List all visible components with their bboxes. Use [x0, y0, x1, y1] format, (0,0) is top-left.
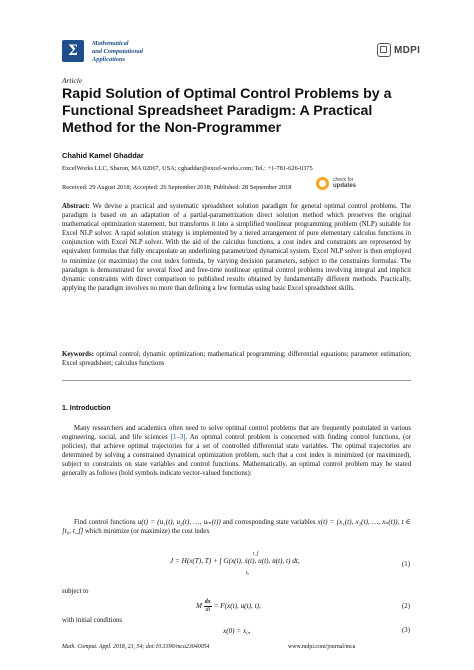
equation-2-left: M — [196, 602, 202, 611]
intro-paragraph — [62, 424, 411, 479]
intro-text: and corresponding state variables — [220, 519, 318, 526]
updates-badge-line1: check for — [333, 177, 354, 183]
equation-3: x(0) = x₀, — [223, 627, 251, 635]
updates-icon — [316, 177, 329, 190]
intro-text: . An optimal control problem is concerned with finding control functions, (or policies), that achieve optimal trajectories for a set of controlled differential state variables. The optimal trajectories are determined by solving a constrained dynamical optimization problem, such that a cost index is minimized (or maximized), subject to constraints on state variables and control functions. Mathematically, an optimal control problem may be stated generally as follows (bold symbols indicate vector-valued functions): — [62, 434, 411, 478]
article-title: Rapid Solution of Optimal Control Problems by a Functional Spreadsheet Paradigm: A Practical Method for the Non-Programmer — [62, 86, 392, 136]
publisher-name: MDPI — [394, 44, 421, 56]
footer-citation: Math. Comput. Appl. 2018, 23, 54; doi:10.3390/mca23040054 — [62, 644, 210, 650]
journal-name-line: and Computational — [92, 48, 143, 55]
fraction-numerator: dx — [204, 599, 211, 605]
journal-logo-glyph: Σ — [68, 43, 78, 59]
equation-1 — [170, 557, 300, 565]
integral-upper-limit: t_f — [253, 552, 259, 557]
journal-name — [92, 40, 252, 64]
citation-link[interactable]: [1–3] — [170, 434, 186, 442]
publisher-logo — [377, 42, 420, 58]
subject-to-text: subject to — [62, 588, 89, 595]
equation-1-number: (1) — [402, 561, 410, 568]
abstract — [62, 202, 411, 293]
author-name: Chahid Kamel Ghaddar — [62, 151, 144, 160]
equation-2-right: = F(x(t), u(t), t), — [211, 602, 261, 611]
updates-badge-line2: updates — [333, 183, 357, 189]
equation-1-body: J = H(x(T), T) + ∫ G(x(t), ẋ(t), u(t), u̇(t), t) dt, — [170, 557, 300, 565]
journal-logo — [62, 40, 84, 62]
derivative-fraction — [204, 599, 212, 614]
initial-conditions-text: with initial conditions — [62, 617, 123, 624]
intro-text: Many researchers and academics often need to solve optimal control problems that are frequently postulated in various engineering, social, and life sciences — [62, 425, 411, 442]
integral-lower-limit: t₀ — [246, 571, 250, 576]
publisher-mark-icon — [377, 43, 391, 57]
equation-2-number: (2) — [402, 603, 410, 610]
fraction-denominator: dt — [205, 607, 211, 613]
intro-text: Find control functions — [74, 519, 138, 526]
author-affiliation: ExcelWorks LLC, Sharon, MA 02067, USA; cghaddar@excel-works.com; Tel.: +1-781-626-0375 — [62, 165, 313, 172]
section-divider — [62, 380, 411, 381]
abstract-text: We devise a practical and systematic spreadsheet solution paradigm for general optimal control problems. The paradigm is based on an adaptation of a partial-parametrization direct solution method which preserves the original mathematical optimization statement, but transforms it into a simplified nonlinear programming problem (NLP) suitable for Excel NLP solver. A rapid solution strategy is implemented by a tiered arrangement of pure elementary calculus functions in conjunction with Excel NLP solver. With the aid of the calculus functions, a cost index and constraints are represented by equivalent formulas that fully encapsulate an underlining parametrized dynamical system. Excel NLP solver is then employed to minimize (or maximize) the cost index formula, by varying decision parameters, subject to the constraints formulas. The paradigm is demonstrated for several fixed and free-time nonlinear optimal control problems involving integral and implicit dynamic constraints with direct comparison to published results obtained by fundamentally different methods. Practically, applying the paradigm involves no more than defining a few formulas using basic Excel spreadsheet skills. — [62, 203, 411, 292]
journal-name-line: Applications — [92, 56, 126, 63]
control-functions-math: u(t) = (u₁(t), u₂(t), …, uₘ(t)) — [137, 518, 221, 526]
publication-dates: Received: 29 August 2018; Accepted: 26 September 2018; Published: 28 September 2018 — [62, 184, 292, 191]
footer-url[interactable]: www.mdpi.com/journal/mca — [288, 644, 356, 650]
keywords-text: optimal control; dynamic optimization; mathematical programming; differential equations; parameter estimation; Excel spreadsheet; calculus functions — [62, 351, 411, 368]
equation-2 — [196, 599, 261, 614]
keywords — [62, 350, 411, 368]
intro-text: which minimize (or maximize) the cost index — [83, 528, 210, 536]
equation-3-number: (3) — [402, 627, 410, 634]
intro-paragraph-2 — [62, 518, 411, 536]
check-for-updates-badge[interactable] — [316, 175, 372, 193]
abstract-label: Abstract: — [62, 203, 90, 210]
state-variables-math: x(t) = (x₁(t), x₂(t), …, xₙ(t)), t ∈ [t₀, t_f] — [62, 518, 411, 536]
article-type: Article — [62, 76, 83, 85]
keywords-label: Keywords: — [62, 351, 94, 358]
journal-name-line: Mathematical — [92, 40, 129, 47]
section-title: 1. Introduction — [62, 405, 111, 412]
